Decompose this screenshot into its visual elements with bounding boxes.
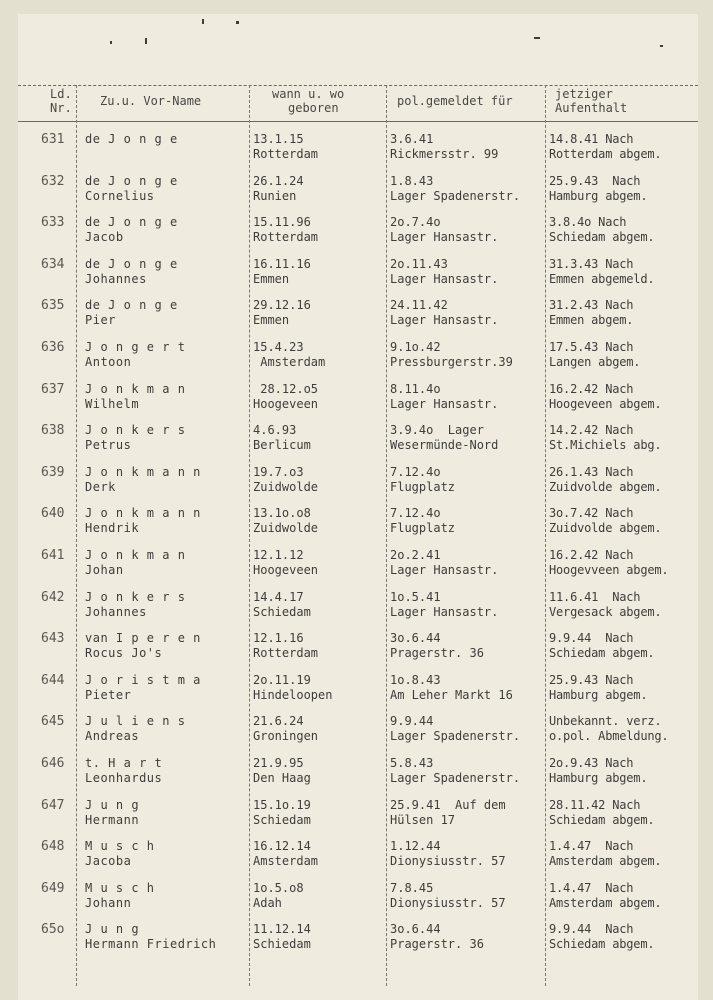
stay-note: 31.2.43 Nach	[549, 298, 634, 313]
row-number: 643	[41, 631, 65, 647]
registration-date: 2o.7.4o	[390, 215, 441, 230]
ink-mark	[236, 21, 239, 24]
row-number: 639	[41, 464, 65, 480]
birth-date: 21.9.95	[253, 756, 304, 770]
given-name: Pieter	[85, 687, 132, 702]
stay-note: 25.9.43 Nach	[549, 672, 634, 687]
registration-date: 1o.5.41	[390, 589, 441, 604]
surname: J o n k e r s	[85, 589, 186, 604]
header-stay-line1: jetziger	[555, 87, 613, 101]
stay-note: 14.2.42 Nach	[549, 423, 634, 438]
table-row	[0, 673, 713, 715]
row-number: 635	[41, 298, 65, 314]
registration-date: 3o.6.44	[390, 922, 441, 937]
given-name: Andreas	[85, 729, 140, 744]
stay-destination: Hoogeveen abgem.	[549, 396, 662, 411]
birth-place: Berlicum	[253, 438, 311, 453]
stay-destination: Rotterdam abgem.	[549, 147, 662, 161]
surname: J o n k m a n n	[85, 506, 201, 521]
registration-date: 1.8.43	[390, 173, 434, 188]
birth-place: Hindeloopen	[253, 687, 333, 702]
birth-place: Hoogeveen	[253, 396, 319, 411]
row-number: 648	[41, 839, 65, 855]
stay-note: Unbekannt. verz.	[549, 714, 662, 729]
birth-place: Groningen	[253, 729, 319, 744]
stay-note: 11.6.41 Nach	[549, 589, 641, 604]
table-top-rule	[18, 85, 698, 86]
birth-date: 16.11.16	[253, 256, 311, 271]
header-born-line2: geboren	[288, 101, 339, 115]
row-number: 631	[41, 132, 65, 147]
stay-note: 9.9.44 Nach	[549, 922, 634, 937]
registration-date: 5.8.43	[390, 756, 434, 770]
surname: M u s c h	[85, 839, 155, 854]
table-row	[0, 548, 713, 590]
stay-destination: Langen abgem.	[549, 355, 641, 369]
birth-place: Schiedam	[253, 812, 311, 827]
surname: J u n g	[85, 922, 140, 937]
registration-address: Lager Hansastr.	[390, 396, 499, 411]
stay-destination: Hamburg abgem.	[549, 771, 648, 785]
given-name: Cornelius	[85, 188, 155, 203]
registration-address: Pragerstr. 36	[390, 646, 484, 661]
birth-place: Runien	[253, 188, 297, 203]
stay-note: 9.9.44 Nach	[549, 631, 634, 646]
birth-date: 29.12.16	[253, 298, 311, 313]
header-nr-line2: Nr.	[50, 101, 72, 115]
registration-date: 7.8.45	[390, 880, 434, 895]
stay-note: 31.3.43 Nach	[549, 256, 634, 271]
surname: de J o n g e	[85, 298, 178, 313]
stay-destination: Vergesack abgem.	[549, 604, 662, 619]
header-born-line1: wann u. wo	[272, 87, 345, 101]
header-stay-line2: Aufenthalt	[555, 101, 628, 115]
row-number: 646	[41, 756, 65, 771]
birth-place: Zuidwolde	[253, 521, 319, 536]
given-name: Wilhelm	[85, 396, 140, 411]
given-name: Petrus	[85, 438, 132, 453]
surname: de J o n g e	[85, 256, 178, 271]
given-name: Hermann	[85, 812, 140, 827]
stay-note: 1.4.47 Nach	[549, 839, 634, 854]
stay-destination: Zuidvolde abgem.	[549, 479, 662, 494]
birth-date: 15.11.96	[253, 215, 311, 230]
stay-destination: Hamburg abgem.	[549, 687, 648, 702]
registration-address: Lager Hansastr.	[390, 230, 499, 245]
header-name: Zu.u. Vor-Name	[100, 94, 202, 108]
registration-date: 1.12.44	[390, 839, 441, 854]
registration-address: Pressburgerstr.39	[390, 355, 513, 369]
registration-address: Lager Hansastr.	[390, 604, 499, 619]
stay-note: 16.2.42 Nach	[549, 548, 634, 562]
stay-note: 14.8.41 Nach	[549, 132, 634, 146]
stay-note: 3o.7.42 Nach	[549, 506, 634, 521]
given-name: Jacob	[85, 230, 124, 245]
surname: de J o n g e	[85, 215, 178, 230]
registration-address: Wesermünde-Nord	[390, 438, 499, 453]
birth-date: 28.12.o5	[253, 381, 319, 396]
row-number: 638	[41, 423, 65, 439]
table-row	[0, 465, 713, 507]
given-name: Rocus Jo's	[85, 646, 163, 661]
surname: J o n g e r t	[85, 340, 186, 354]
stay-destination: o.pol. Abmeldung.	[549, 729, 669, 744]
stay-note: 28.11.42 Nach	[549, 797, 641, 812]
stay-destination: Schiedam abgem.	[549, 812, 655, 827]
birth-place: Emmen	[253, 313, 290, 328]
table-row	[0, 506, 713, 548]
table-row	[0, 298, 713, 340]
registration-date: 3o.6.44	[390, 631, 441, 646]
table-row	[0, 174, 713, 216]
stay-destination: Emmen abgemeld.	[549, 271, 655, 286]
registration-date: 1o.8.43	[390, 672, 441, 687]
registration-date: 9.1o.42	[390, 340, 441, 354]
stay-destination: Emmen abgem.	[549, 313, 634, 328]
given-name: Hendrik	[85, 521, 140, 536]
stay-destination: Amsterdam abgem.	[549, 854, 662, 869]
row-number: 645	[41, 714, 65, 730]
registration-address: Flugplatz	[390, 521, 456, 536]
birth-place: Hoogeveen	[253, 563, 319, 577]
birth-date: 4.6.93	[253, 423, 297, 438]
stay-note: 1.4.47 Nach	[549, 880, 634, 895]
given-name: Pier	[85, 313, 116, 328]
birth-date: 12.1.12	[253, 548, 304, 562]
birth-place: Schiedam	[253, 937, 311, 952]
surname: de J o n g e	[85, 132, 178, 146]
registration-address: Rickmersstr. 99	[390, 147, 499, 161]
given-name: Derk	[85, 479, 116, 494]
birth-date: 16.12.14	[253, 839, 311, 854]
given-name: Hermann Friedrich	[85, 937, 217, 952]
registration-address: Hülsen 17	[390, 812, 456, 827]
birth-date: 14.4.17	[253, 589, 304, 604]
registration-date: 2o.11.43	[390, 256, 448, 271]
birth-date: 21.6.24	[253, 714, 304, 729]
ink-mark	[534, 37, 540, 39]
row-number: 637	[41, 381, 65, 397]
stay-destination: Zuidvolde abgem.	[549, 521, 662, 536]
header-bottom-rule	[18, 121, 698, 122]
birth-date: 26.1.24	[253, 173, 304, 188]
surname: J o n k m a n	[85, 548, 186, 562]
registration-address: Flugplatz	[390, 479, 456, 494]
ink-mark	[660, 45, 663, 47]
header-registered: pol.gemeldet für	[397, 94, 513, 108]
registration-address: Am Leher Markt 16	[390, 687, 513, 702]
registration-address: Lager Hansastr.	[390, 271, 499, 286]
row-number: 647	[41, 797, 65, 813]
table-row	[0, 423, 713, 465]
birth-place: Amsterdam	[253, 355, 326, 369]
stay-destination: Hamburg abgem.	[549, 188, 648, 203]
birth-place: Rotterdam	[253, 646, 319, 661]
stay-note: 17.5.43 Nach	[549, 340, 634, 354]
table-row	[0, 257, 713, 299]
row-number: 642	[41, 589, 65, 605]
birth-date: 11.12.14	[253, 922, 311, 937]
row-number: 632	[41, 173, 65, 189]
stay-note: 16.2.42 Nach	[549, 381, 634, 396]
row-number: 634	[41, 256, 65, 272]
table-row	[0, 590, 713, 632]
stay-note: 25.9.43 Nach	[549, 173, 641, 188]
registration-date: 24.11.42	[390, 298, 448, 313]
given-name: Johannes	[85, 604, 147, 619]
row-number: 640	[41, 506, 65, 522]
stay-destination: Schiedam abgem.	[549, 646, 655, 661]
surname: van I p e r e n	[85, 631, 201, 646]
given-name: Johan	[85, 563, 124, 577]
registration-address: Lager Hansastr.	[390, 563, 499, 577]
stay-destination: Schiedam abgem.	[549, 937, 655, 952]
registration-date: 3.6.41	[390, 132, 434, 146]
table-row	[0, 382, 713, 424]
ink-mark	[145, 38, 147, 44]
stay-destination: Schiedam abgem.	[549, 230, 655, 245]
registration-date: 3.9.4o Lager	[390, 423, 484, 438]
registration-date: 8.11.4o	[390, 381, 441, 396]
row-number: 641	[41, 548, 65, 563]
birth-place: Adah	[253, 895, 282, 910]
birth-date: 12.1.16	[253, 631, 304, 646]
registration-date: 2o.2.41	[390, 548, 441, 562]
table-row	[0, 215, 713, 257]
stay-note: 26.1.43 Nach	[549, 464, 634, 479]
table-row	[0, 714, 713, 756]
row-number: 636	[41, 340, 65, 355]
registration-address: Lager Spadenerstr.	[390, 729, 521, 744]
row-number: 633	[41, 215, 65, 231]
birth-place: Rotterdam	[253, 147, 319, 161]
table-row	[0, 798, 713, 840]
registration-address: Dionysiusstr. 57	[390, 854, 506, 869]
surname: de J o n g e	[85, 173, 178, 188]
birth-date: 1o.5.o8	[253, 880, 304, 895]
table-row	[0, 881, 713, 923]
ink-mark	[110, 41, 112, 44]
birth-date: 19.7.o3	[253, 464, 304, 479]
registration-address: Lager Spadenerstr.	[390, 771, 521, 785]
given-name: Johannes	[85, 271, 147, 286]
table-row	[0, 922, 713, 964]
birth-date: 13.1o.o8	[253, 506, 311, 521]
registration-date: 7.12.4o	[390, 464, 441, 479]
birth-place: Schiedam	[253, 604, 311, 619]
surname: J o n k e r s	[85, 423, 186, 438]
given-name: Leonhardus	[85, 771, 163, 785]
row-number: 65o	[41, 922, 65, 938]
registration-date: 9.9.44	[390, 714, 434, 729]
stay-destination: Hoogevveen abgem.	[549, 563, 669, 577]
birth-place: Amsterdam	[253, 854, 319, 869]
stay-note: 3.8.4o Nach	[549, 215, 627, 230]
table-row	[0, 340, 713, 382]
birth-place: Zuidwolde	[253, 479, 319, 494]
row-number: 649	[41, 880, 65, 896]
registration-address: Pragerstr. 36	[390, 937, 484, 952]
surname: M u s c h	[85, 880, 155, 895]
stay-destination: St.Michiels abg.	[549, 438, 662, 453]
surname: J u n g	[85, 797, 140, 812]
surname: t. H a r t	[85, 756, 163, 770]
registration-date: 7.12.4o	[390, 506, 441, 521]
birth-place: Den Haag	[253, 771, 311, 785]
birth-date: 2o.11.19	[253, 672, 311, 687]
surname: J o n k m a n n	[85, 464, 201, 479]
registration-address: Dionysiusstr. 57	[390, 895, 506, 910]
given-name: Antoon	[85, 355, 132, 369]
header-nr-line1: Ld.	[50, 87, 72, 101]
stay-note: 2o.9.43 Nach	[549, 756, 634, 770]
table-row	[0, 756, 713, 798]
surname: J o r i s t m a	[85, 672, 201, 687]
registration-address: Lager Spadenerstr.	[390, 188, 521, 203]
birth-date: 15.4.23	[253, 340, 304, 354]
given-name: Johann	[85, 895, 132, 910]
given-name: Jacoba	[85, 854, 132, 869]
ink-mark	[202, 19, 204, 24]
row-number: 644	[41, 672, 65, 688]
surname: J u l i e n s	[85, 714, 186, 729]
table-row	[0, 631, 713, 673]
birth-date: 15.1o.19	[253, 797, 311, 812]
birth-place: Emmen	[253, 271, 290, 286]
surname: J o n k m a n	[85, 381, 186, 396]
stay-destination: Amsterdam abgem.	[549, 895, 662, 910]
registration-address: Lager Hansastr.	[390, 313, 499, 328]
registration-date: 25.9.41 Auf dem	[390, 797, 506, 812]
birth-place: Rotterdam	[253, 230, 319, 245]
table-row	[0, 839, 713, 881]
table-row	[0, 132, 713, 174]
birth-date: 13.1.15	[253, 132, 304, 146]
